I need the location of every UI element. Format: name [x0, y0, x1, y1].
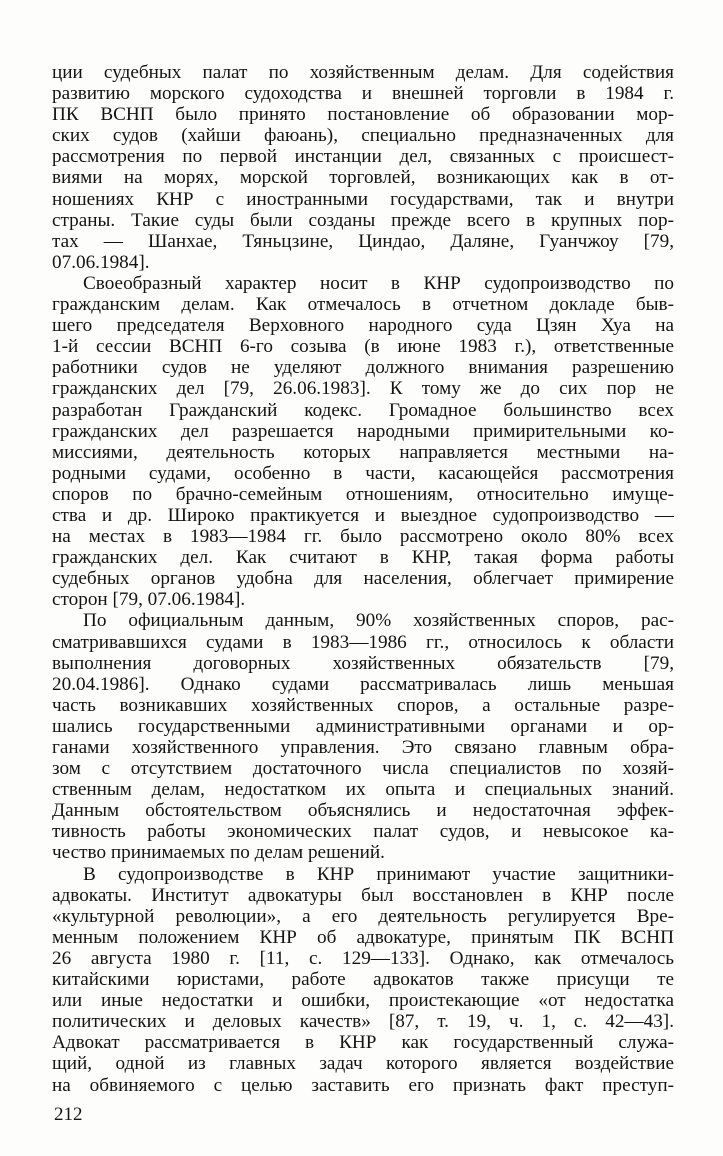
- text-line: шего председателя Верховного народного суда Цзян Хуа на: [52, 315, 674, 337]
- text-line: щий, одной из главных задач которого является воздействие: [52, 1053, 674, 1075]
- text-line: или иные недостатки и ошибки, проистекающие «от недостатка: [52, 990, 674, 1012]
- text-line: менным положением КНР об адвокатуре, принятым ПК ВСНП: [52, 926, 674, 948]
- text-line: развитию морского судоходства и внешней торговли в 1984 г.: [52, 83, 674, 105]
- text-line: Своеобразный характер носит в КНР судопроизводство по: [83, 272, 674, 294]
- text-line: Адвокат рассматривается в КНР как государственный служа-: [52, 1032, 674, 1054]
- text-line: ских судов (хайши фаюань), специально предназначенных для: [52, 125, 674, 147]
- text-line: гражданским делам. Как отмечалось в отчетном докладе быв-: [52, 294, 674, 316]
- body-text: [52, 62, 674, 1096]
- text-line: В судопроизводстве в КНР принимают участие защитники-: [83, 863, 674, 885]
- text-line: тах — Шанхае, Тяньцзине, Циндао, Даляне, Гуанчжоу [79,: [52, 230, 674, 252]
- text-line: споров по брачно-семейным отношениям, относительно имуще-: [52, 483, 674, 505]
- text-line: 26 августа 1980 г. [11, с. 129—133]. Однако, как отмечалось: [52, 947, 674, 969]
- text-line: ции судебных палат по хозяйственным делам. Для содействия: [52, 62, 674, 83]
- text-line: чество принимаемых по делам решений.: [52, 842, 385, 864]
- text-line: на обвиняемого с целью заставить его признать факт преступ-: [52, 1074, 674, 1096]
- text-line: родными судами, особенно в части, касающейся рассмотрения: [52, 462, 674, 484]
- text-line: гражданских дел [79, 26.06.1983]. К тому же до сих пор не: [52, 378, 674, 400]
- text-line: Данным обстоятельством объяснялись и недостаточная эффек-: [52, 800, 674, 822]
- text-line: миссиями, деятельность которых направляется местными на-: [52, 441, 674, 463]
- page-number: 212: [54, 1104, 83, 1125]
- paragraph-economic-disputes: [52, 610, 674, 863]
- text-line: выполнения договорных хозяйственных обязательств [79,: [52, 652, 674, 674]
- text-line: ственным делам, недостатком их опыта и специальных знаний.: [52, 779, 674, 801]
- text-line: адвокаты. Институт адвокатуры был восстановлен в КНР после: [52, 884, 674, 906]
- text-line: на местах в 1983—1984 гг. было рассмотрено около 80% всех: [52, 526, 674, 548]
- text-line: «культурной революции», а его деятельность регулируется Вре-: [52, 905, 674, 927]
- paragraph-maritime-courts: [52, 62, 674, 273]
- text-line: политических и деловых качеств» [87, т. 19, ч. 1, с. 42—43].: [52, 1011, 674, 1033]
- text-line: зом с отсутствием достаточного числа специалистов по хозяй-: [52, 758, 674, 780]
- text-line: гражданских дел. Как считают в КНР, такая форма работы: [52, 547, 674, 569]
- text-line: ПК ВСНП было принято постановление об образовании мор-: [52, 104, 674, 126]
- text-line: ства и др. Широко практикуется и выездное судопроизводство —: [52, 504, 674, 526]
- text-line: виями на морях, морской торговлей, возникающих как в от-: [52, 167, 674, 189]
- text-line: гражданских дел разрешается народными примирительными ко-: [52, 420, 674, 442]
- text-line: 20.04.1986]. Однако судами рассматривалась лишь меньшая: [52, 673, 674, 695]
- paragraph-advocates: [52, 864, 674, 1096]
- text-line: 1-й сессии ВСНП 6-го созыва (в июне 1983 г.), ответственные: [52, 336, 674, 358]
- text-line: тивность работы экономических палат судов, и невысокое ка-: [52, 821, 674, 843]
- text-line: ношениях КНР с иностранными государствами, так и внутри: [52, 188, 674, 210]
- text-line: страны. Такие суды были созданы прежде всего в крупных пор-: [52, 209, 674, 231]
- text-line: часть возникавших хозяйственных споров, а остальные разре-: [52, 694, 674, 716]
- text-line: китайскими юристами, работе адвокатов также присущи те: [52, 969, 674, 991]
- text-line: судебных органов удобна для населения, облегчает примирение: [52, 568, 674, 590]
- text-line: 07.06.1984].: [52, 251, 150, 273]
- text-line: По официальным данным, 90% хозяйственных споров, рас-: [83, 610, 674, 632]
- text-line: разработан Гражданский кодекс. Громадное большинство всех: [52, 399, 674, 421]
- text-line: работники судов не уделяют должного внимания разрешению: [52, 357, 674, 379]
- text-line: шались государственными административными органами и ор-: [52, 715, 674, 737]
- text-line: сматривавшихся судами в 1983—1986 гг., относилось к области: [52, 631, 674, 653]
- text-line: ганами хозяйственного управления. Это связано главным обра-: [52, 737, 674, 758]
- text-line: рассмотрения по первой инстанции дел, связанных с происшест-: [52, 146, 674, 168]
- paragraph-civil-proceedings: [52, 273, 674, 611]
- text-line: сторон [79, 07.06.1984].: [52, 589, 246, 611]
